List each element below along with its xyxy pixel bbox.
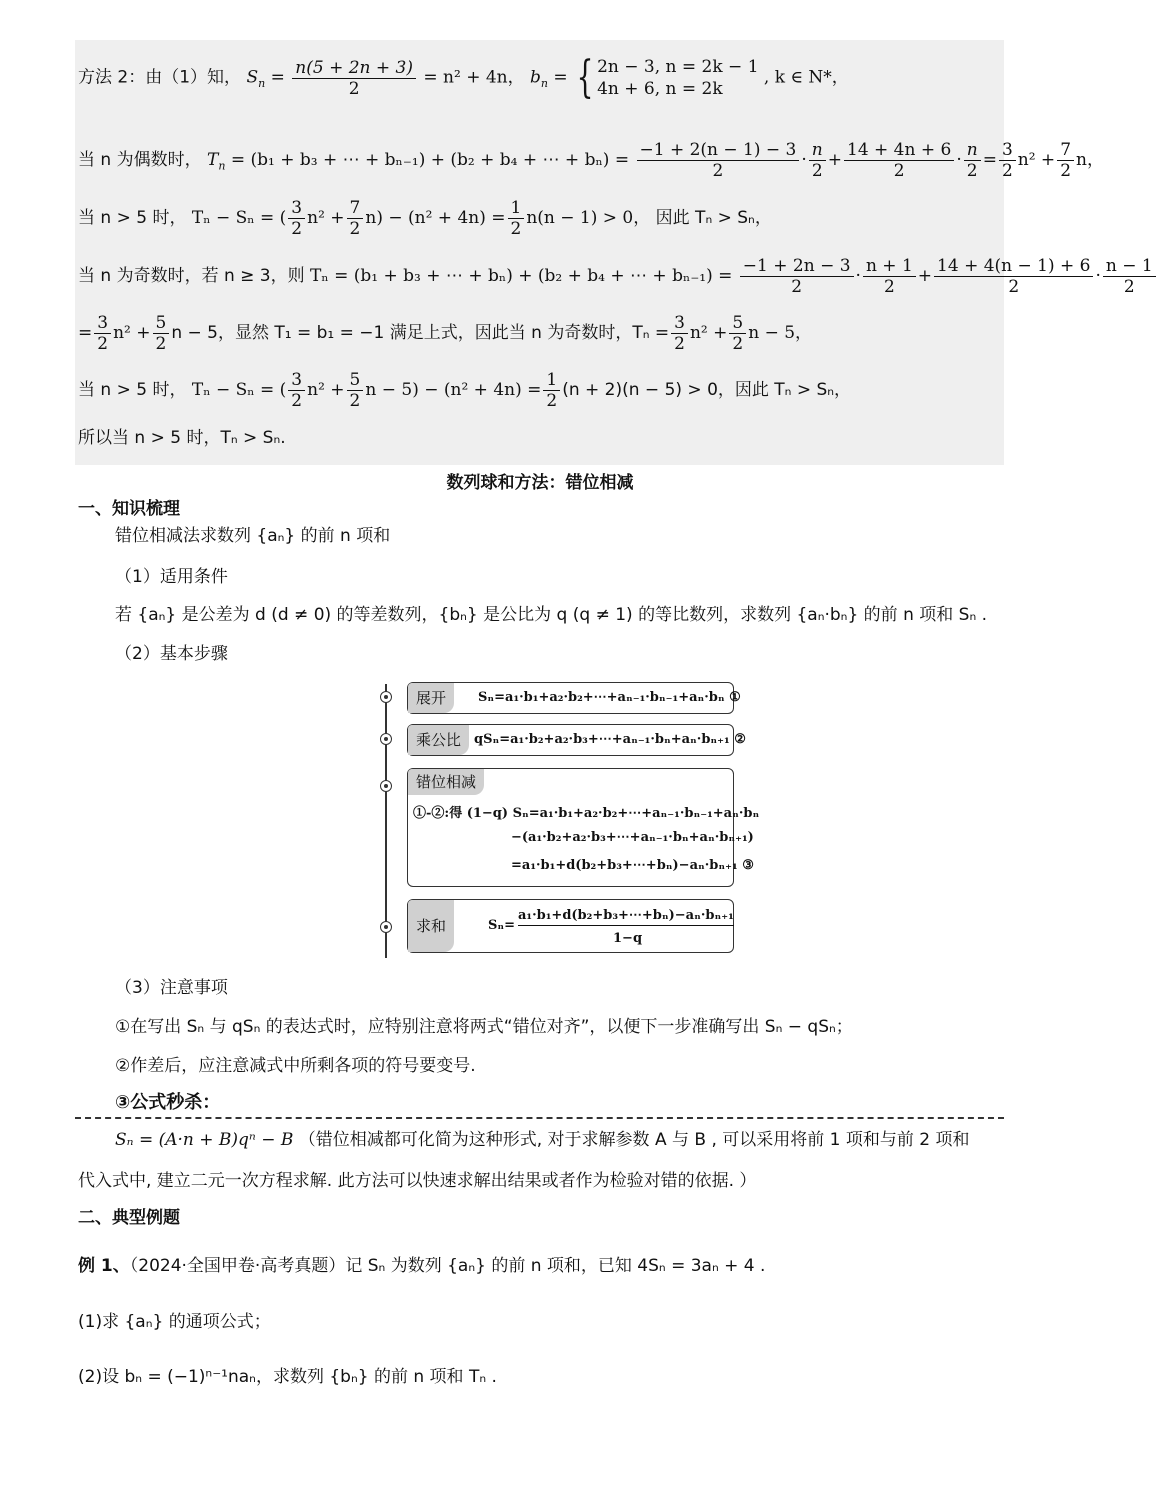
step-multiply-label: 乘公比	[408, 725, 469, 755]
fraction: $\frac{n(5 + 2n + 3)}{2}$	[292, 58, 416, 99]
step-multiply-box	[407, 724, 746, 756]
step-expand-box	[407, 682, 741, 714]
method2-line1: 方法 2：由（1）知， $S_n$ = $\frac{n(5 + 2n + 3)}{2}$ = n² + 4n， $b_n$ = { 2n − 3, n = 2k − 1 4n + 6, n = 2k , k ∈ N*，	[78, 52, 849, 103]
method2-line4: 当 n 为奇数时，若 n ≥ 3，则 Tₙ = (b₁ + b₃ + ⋯ + bₙ) + (b₂ + b₄ + ⋯ + bₙ₋₁) = $\frac{-1 + 2n - 3}{2}$ · $\frac{n + 1}{2}$ + $\frac{14 + 4(n - 1) + 6}{2}$ · $\frac{n - 1}{2}$	[78, 256, 1158, 297]
conditions-heading: （1）适用条件	[115, 567, 228, 587]
note-2: ②作差后，应注意减式中所剩各项的符号要变号.	[115, 1056, 476, 1076]
dashed-divider	[75, 1117, 1004, 1119]
method2-line6: 当 n > 5 时， Tₙ − Sₙ = ( $\frac{3}{2}$ n² + $\frac{5}{2}$ n − 5) − (n² + 4n) = $\frac{1}{2}$ (n + 2)(n − 5) > 0，因此 Tₙ > Sₙ，	[78, 370, 852, 411]
method2-line5: = $\frac{3}{2}$ n² + $\frac{5}{2}$ n − 5，显然 T₁ = b₁ = −1 满足上式，因此当 n 为奇数时，Tₙ = $\frac{3}{2}$ n² + $\frac{5}{2}$ n − 5，	[78, 313, 813, 354]
step-subtract-line3: =a₁·b₁+d(b₂+b₃+⋯+bₙ)−aₙ·bₙ₊₁ ③	[511, 858, 754, 873]
example-1-text: （2024·全国甲卷·高考真题）记 Sₙ 为数列 {aₙ} 的前 n 项和，已知 4Sₙ = 3aₙ + 4 .	[129, 1256, 766, 1276]
conditions-text: 若 {aₙ} 是公差为 d (d ≠ 0) 的等差数列，{bₙ} 是公比为 q (q ≠ 1) 的等比数列，求数列 {aₙ·bₙ} 的前 n 项和 Sₙ .	[115, 605, 988, 625]
notes-heading: （3）注意事项	[115, 978, 228, 998]
shortcut-formula: Sₙ = (A·n + B)qⁿ − B	[115, 1130, 294, 1150]
piecewise-cases: 2n − 3, n = 2k − 1 4n + 6, n = 2k	[597, 57, 759, 99]
timeline-dot	[380, 780, 392, 792]
timeline-dot	[380, 691, 392, 703]
timeline-dot	[380, 733, 392, 745]
section-title: 数列球和方法：错位相减	[446, 473, 634, 493]
knowledge-heading: 一、知识梳理	[78, 499, 180, 519]
step-sum-numerator: a₁·b₁+d(b₂+b₃+⋯+bₙ)−aₙ·bₙ₊₁	[518, 908, 734, 926]
step-subtract-box	[407, 768, 760, 887]
example-1-label: 例 1、	[78, 1256, 130, 1276]
timeline-dot	[380, 921, 392, 933]
note-3-heading: ③公式秒杀：	[115, 1092, 221, 1113]
note-1: ①在写出 Sₙ 与 qSₙ 的表达式时，应特别注意将两式“错位对齐”，以便下一步准确写出 Sₙ − qSₙ；	[115, 1017, 853, 1037]
method2-line2: 当 n 为偶数时， $T_n = (b_1 + b_3$ + ⋯ + bₙ₋₁) + (b₂ + b₄ + ⋯ + bₙ) = $\frac{-1 + 2(n - 1) - 3}{2}$ · $\frac{n}{2}$ + $\frac{14 + 4n + 6}{2}$ · $\frac{n}{2}$ = $\frac{3}{2}$ n² + $\frac{7}{2}$ n，	[78, 140, 1104, 181]
step-subtract-label: 错位相减	[408, 769, 484, 795]
step-sum-label: 求和	[408, 900, 454, 952]
example-1	[78, 1253, 765, 1279]
method2-line7: 所以当 n > 5 时，Tₙ > Sₙ.	[78, 428, 286, 448]
step-sum-box	[407, 899, 734, 953]
step-multiply-formula: qSₙ=a₁·b₂+a₂·b₃+⋯+aₙ₋₁·bₙ+aₙ·bₙ₊₁ ②	[474, 732, 746, 747]
step-expand-formula: Sₙ=a₁·b₁+a₂·b₂+⋯+aₙ₋₁·bₙ₋₁+aₙ·bₙ ①	[478, 690, 741, 705]
step-sum-lhs: Sₙ=	[488, 918, 516, 933]
timeline-line	[385, 684, 387, 958]
step-expand-label: 展开	[408, 683, 454, 713]
method2-line3: 当 n > 5 时， Tₙ − Sₙ = ( $\frac{3}{2}$ n² + $\frac{7}{2}$ n) − (n² + 4n) = $\frac{1}{2}$ n(n − 1) > 0， 因此 Tₙ > Sₙ，	[78, 198, 772, 239]
formula-note: （错位相减都可化简为这种形式, 对于求解参数 A 与 B , 可以采用将前 1 项和与前 2 项和	[298, 1130, 970, 1150]
question-2: (2)设 bₙ = (−1)ⁿ⁻¹naₙ，求数列 {bₙ} 的前 n 项和 Tₙ .	[78, 1367, 497, 1387]
step-subtract-line2: −(a₁·b₂+a₂·b₃+⋯+aₙ₋₁·bₙ+aₙ·bₙ₊₁)	[511, 830, 754, 845]
question-1: (1)求 {aₙ} 的通项公式；	[78, 1312, 271, 1332]
formula-note-continued: 代入式中, 建立二元一次方程求解. 此方法可以快速求解出结果或者作为检验对错的依据. ）	[78, 1171, 757, 1191]
step-subtract-line1: ①-②:得 (1−q) Sₙ=a₁·b₁+a₂·b₂+⋯+aₙ₋₁·bₙ₋₁+aₙ·bₙ	[413, 806, 760, 821]
step-sum-denominator: 1−q	[613, 931, 643, 946]
formula-line	[115, 1127, 970, 1153]
examples-heading: 二、典型例题	[78, 1208, 180, 1228]
knowledge-intro: 错位相减法求数列 {aₙ} 的前 n 项和	[115, 526, 391, 546]
steps-heading: （2）基本步骤	[115, 644, 228, 664]
